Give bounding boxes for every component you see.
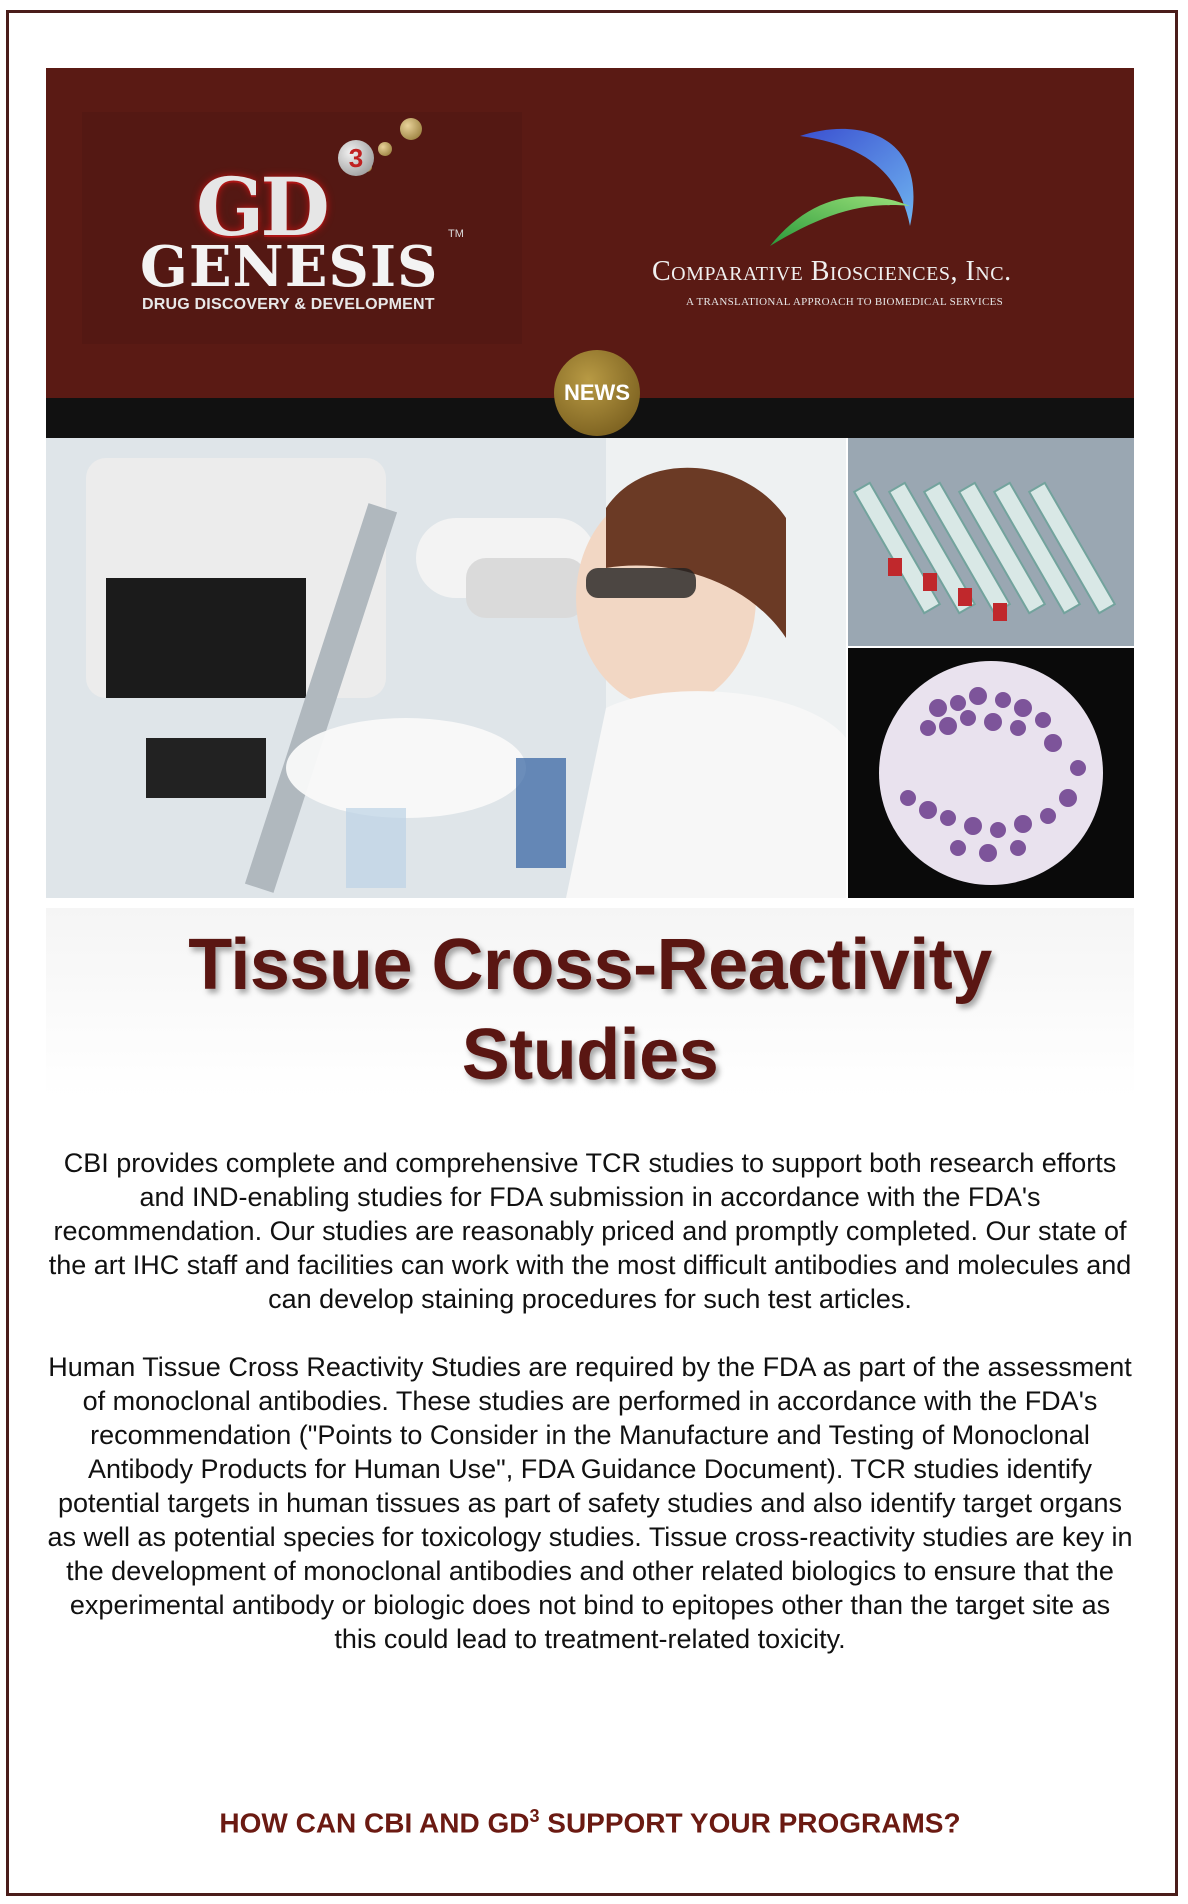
news-badge: NEWS xyxy=(554,350,640,436)
lab-scientist-photo xyxy=(46,438,846,898)
cta-text: HOW CAN CBI AND GD xyxy=(219,1807,530,1839)
gd-superscript: 3 xyxy=(338,140,374,176)
genesis-tagline: DRUG DISCOVERY & DEVELOPMENT xyxy=(142,296,435,313)
headline xyxy=(46,908,1134,1098)
cta-text-end: SUPPORT YOUR PROGRAMS? xyxy=(539,1807,961,1839)
slide-tray-photo xyxy=(848,438,1134,646)
cbi-logo-text: Comparative Biosciences, Inc. xyxy=(652,256,1012,287)
headline-line-2: Studies xyxy=(461,1015,719,1095)
headline-line-1: Tissue Cross-Reactivity xyxy=(188,925,992,1005)
call-to-action xyxy=(46,1806,1134,1839)
body-paragraph: Human Tissue Cross Reactivity Studies are required by the FDA as part of the assessment of monoclonal antibodies. These studies are performed in accordance with the FDA's recommendation ("Points to Consider in the Manufacture and Testing of Monoclonal Antibody Products for Human Use", FDA Guidance Document). TCR studies identify potential targets in human tissues as part of safety studies and also identify target organs as well as potential species for toxicology studies. Tissue cross-reactivity studies are key in the development of monoclonal antibodies and other related biologics to ensure that the experimental antibody or biologic does not bind to epitopes other than the target site as this could lead to treatment-related toxicity. xyxy=(47,1352,1133,1654)
article-body xyxy=(46,1146,1134,1690)
body-paragraph: CBI provides complete and comprehensive TCR studies to support both research efforts and IND-enabling studies for FDA submission in accordance with the FDA's recommendation. Our studies are reasonably priced and promptly completed. Our state of the art IHC staff and facilities can work with the most difficult antibodies and molecules and can develop staining procedures for such test articles. xyxy=(48,1148,1132,1314)
cta-superscript: 3 xyxy=(529,1806,540,1826)
genesis-logo-text: GENESIS xyxy=(140,234,439,300)
stained-tissue-micrograph xyxy=(848,648,1134,898)
cbi-swoosh-icon xyxy=(760,116,940,256)
trademark-symbol: TM xyxy=(448,228,464,240)
cbi-tagline: A TRANSLATIONAL APPROACH TO BIOMEDICAL SERVICES xyxy=(686,296,1004,308)
gd-logo: GD xyxy=(196,160,326,254)
